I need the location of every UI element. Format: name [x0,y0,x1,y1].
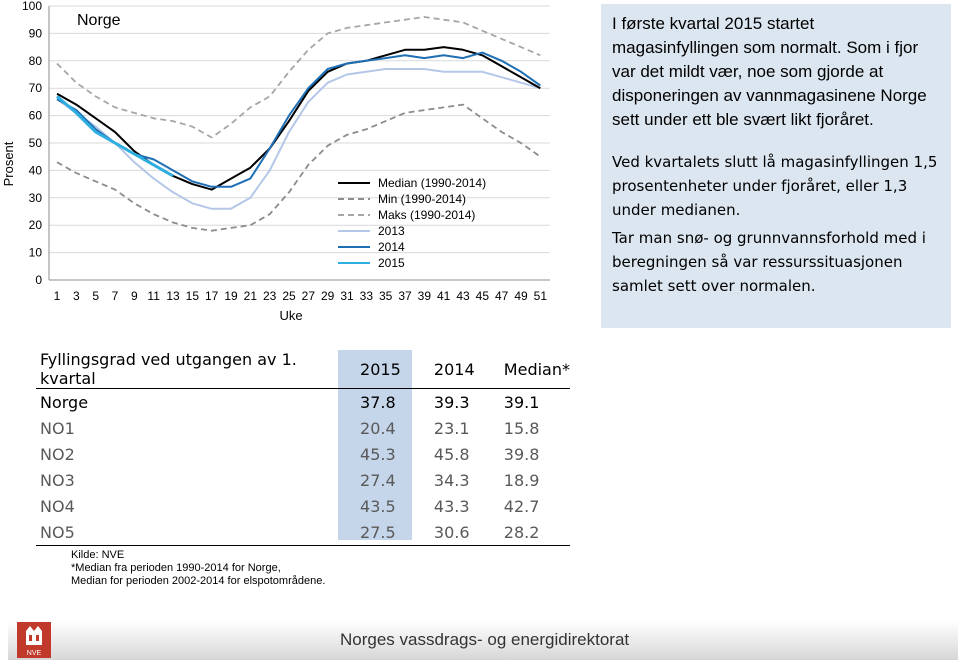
x-tick-label: 49 [514,289,528,303]
commentary-paragraph-2: Ved kvartalets slutt lå magasinfyllingen 1,5 prosentenheter under fjoråret, eller 1,3 under medianen. [612,153,938,219]
table-cell: 27.4 [360,470,396,490]
x-tick-label: 33 [359,289,374,303]
table-cell: 28.2 [488,519,570,546]
x-tick-label: 31 [340,289,354,303]
legend-label: 2013 [378,224,405,238]
series-lines [57,17,540,231]
x-tick-label: 37 [398,289,412,303]
median-note-1: *Median fra perioden 1990-2014 for Norge, [71,562,281,574]
reservoir-chart [0,0,590,340]
x-tick-label: 23 [262,289,277,303]
median-note-2: Median for perioden 2002-2014 for elspotområdene. [71,575,326,587]
table-row [36,389,570,416]
table-header-row [36,350,570,389]
x-tick-label: 43 [456,289,470,303]
legend [338,176,486,270]
header-cell: Median* [488,350,570,389]
filling-table-wrapper [36,350,570,546]
table-cell: 39.3 [433,392,470,412]
gridlines [49,6,550,280]
x-tick-label: 45 [475,289,490,303]
table-cell: 39.1 [503,392,540,412]
table-row [36,519,570,546]
x-tick-label: 51 [533,289,548,303]
nve-logo-icon [14,621,54,659]
x-tick-label: 1 [53,289,61,303]
table-cell: 43.3 [433,496,470,516]
y-tick-label: 80 [28,53,42,68]
legend-label: Median (1990-2014) [378,176,487,190]
y-tick-label: 50 [28,136,42,150]
x-tick-label: 29 [320,289,335,303]
commentary-panel [601,4,951,328]
header-cell: 2015 [340,350,414,389]
legend-label: Min (1990-2014) [378,192,467,206]
commentary-paragraph-1: I første kvartal 2015 startet magasinfyllingen som normalt. Som i fjor var det mildt vær, noe som gjorde at disponeringen av vannmagasinene Norge sett under ett ble svært likt fjoråret. [612,14,927,129]
table-cell: NO1 [40,418,75,438]
x-tick-label: 13 [166,289,180,303]
table-cell: 43.5 [360,496,396,516]
x-tick-label: 41 [436,289,451,303]
source-notes [71,549,325,588]
x-tick-labels [54,289,548,303]
y-tick-label: 60 [28,108,42,123]
x-tick-label: 19 [224,289,238,303]
table-cell: 18.9 [503,470,540,490]
x-axis-label: Uke [279,308,303,323]
table-cell: 45.8 [433,444,470,464]
table-cell: 45.3 [360,444,396,464]
table-cell: 42.7 [503,496,540,516]
x-tick-label: 47 [494,289,509,303]
y-tick-label: 70 [28,81,42,96]
table-cell: 39.8 [503,444,540,464]
table-cell: 15.8 [503,418,540,438]
x-tick-label: 17 [204,289,219,303]
x-tick-label: 7 [111,289,119,303]
legend-label: Maks (1990-2014) [378,208,476,222]
x-tick-label: 35 [378,289,393,303]
table-cell: 23.1 [433,418,470,438]
y-axis-label: Prosent [1,141,16,187]
footer-bar [8,620,958,660]
y-tick-label: 10 [28,245,42,260]
y-tick-label: 20 [28,218,42,233]
y-tick-label: 0 [35,273,42,287]
table-cell: NO3 [40,470,75,490]
x-tick-label: 3 [72,289,80,303]
source-note: Kilde: NVE [71,549,125,561]
y-tick-label: 30 [28,190,42,205]
table-cell: 37.8 [360,392,396,412]
chart-title: Norge [77,12,121,29]
table-row [36,441,570,467]
organization-name: Norges vassdrags- og energidirektorat [340,630,630,649]
series-line [57,17,540,138]
table-cell: 30.6 [414,519,488,546]
x-tick-label: 11 [147,289,160,303]
legend-label: 2015 [378,256,405,270]
table-row [36,493,570,519]
header-cell: Fyllingsgrad ved utgangen av 1. kvartal [36,350,340,389]
table-cell: 34.3 [433,470,470,490]
y-tick-label: 90 [28,26,42,41]
table-row [36,415,570,441]
commentary-paragraph-3: Tar man snø- og grunnvannsforhold med i beregningen så var ressurssituasjonen samlet sett over normalen. [612,229,926,295]
table-cell: NO2 [40,444,75,464]
header-cell: 2014 [414,350,488,389]
legend-label: 2014 [378,240,405,254]
x-tick-label: 5 [92,289,100,303]
table-cell: Norge [40,392,89,412]
table-cell: NO4 [40,496,75,516]
x-tick-label: 39 [417,289,432,303]
x-tick-label: 25 [282,289,296,303]
table-cell: 27.5 [340,519,414,546]
y-tick-labels [22,0,42,287]
y-tick-label: 40 [28,163,42,178]
x-tick-label: 27 [301,289,316,303]
logo-text: NVE [26,650,42,657]
table-cell: NO5 [36,519,340,546]
x-tick-label: 21 [243,289,258,303]
x-tick-label: 15 [185,289,200,303]
table-row [36,467,570,493]
y-tick-label: 100 [21,0,42,13]
table-cell: 20.4 [360,418,396,438]
filling-degree-table [36,350,570,546]
x-tick-label: 9 [130,289,138,303]
